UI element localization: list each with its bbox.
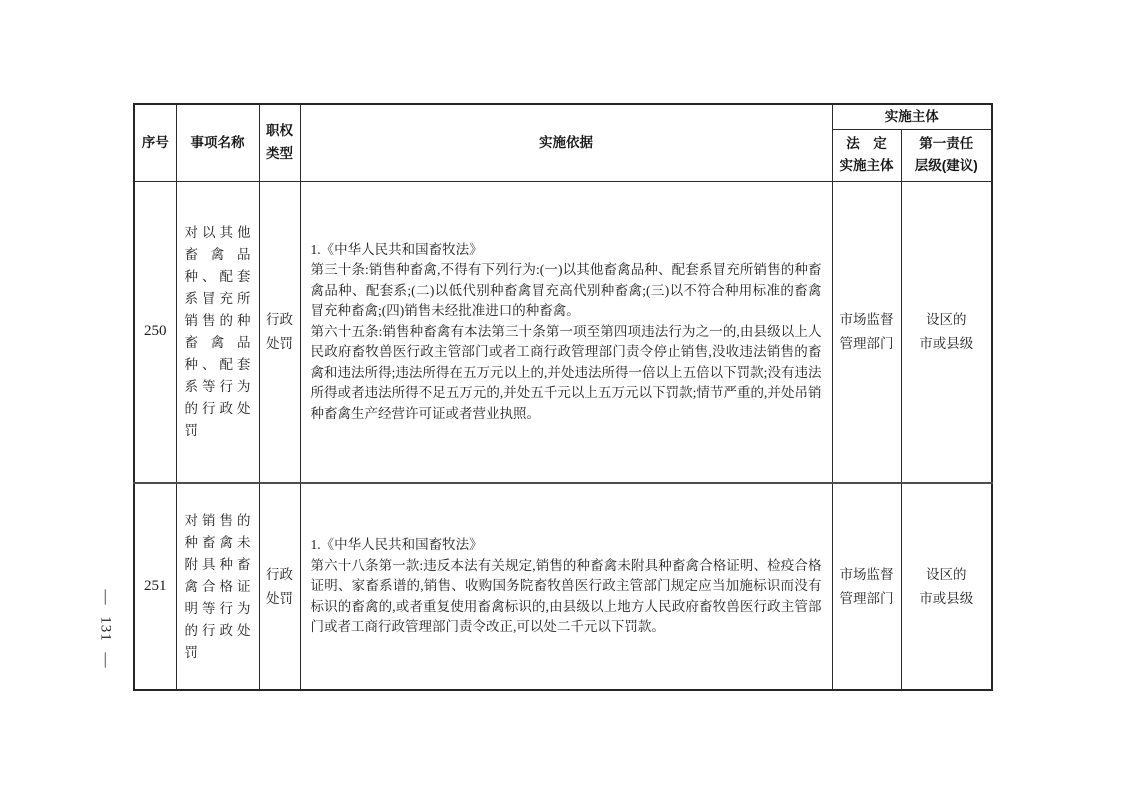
- basis-paragraph: 第六十八条第一款:违反本法有关规定,销售的种畜禽未附具种畜禽合格证明、检疫合格证明、家畜系谱的,销售、收购国务院畜牧兽医行政主管部门规定应当加施标识而没有标识的畜禽的,或者重复使用畜禽标识的,由县级以上地方人民政府畜牧兽医行政主管部门或者工商行政管理部门责令改正,可以处二千元以下罚款。: [310, 557, 822, 635]
- basis-paragraph: 1.《中华人民共和国畜牧法》: [310, 537, 483, 553]
- table-header: [134, 104, 992, 181]
- header-resp-level: [901, 129, 992, 181]
- row-seq: 251: [134, 483, 176, 690]
- row-resp-level-line2: 市或县级: [919, 335, 974, 351]
- page-number: — 131 —: [97, 589, 114, 669]
- row-legal-subject: [832, 483, 901, 690]
- table-row-250: [134, 181, 992, 483]
- table-row-251: [134, 483, 992, 690]
- row-legal-subject: [832, 181, 901, 483]
- row-legal-subject-line2: 管理部门: [839, 590, 894, 606]
- row-legal-subject-line1: 市场监督: [839, 566, 894, 582]
- row-resp-level: [901, 181, 992, 483]
- header-resp-level-line2: 层级(建议): [914, 158, 978, 173]
- row-legal-subject-line2: 管理部门: [839, 335, 894, 351]
- header-subject-group: 实施主体: [832, 104, 992, 129]
- row-power-type-line2: 处罚: [266, 590, 293, 606]
- row-item-name: 对以其他畜禽品种、配套系冒充所销售的种畜禽品种、配套系等行为的行政处罚: [176, 181, 259, 483]
- row-resp-level-line2: 市或县级: [919, 590, 974, 606]
- row-seq: 250: [134, 181, 176, 483]
- row-basis: [300, 181, 832, 483]
- row-power-type-line2: 处罚: [266, 335, 293, 351]
- header-power-type-line1: 职权: [266, 123, 293, 139]
- row-basis: [300, 483, 832, 690]
- row-resp-level-line1: 设区的: [926, 566, 967, 582]
- row-legal-subject-line1: 市场监督: [839, 311, 894, 327]
- basis-paragraph: 第六十五条:销售种畜禽有本法第三十条第一项至第四项违法行为之一的,由县级以上人民政府畜牧兽医行政主管部门或者工商行政管理部门责令停止销售,没收违法销售的畜禽和违法所得;违法所得在五万元以上的,并处违法所得一倍以上五倍以下罚款;没有违法所得或者违法所得不足五万元的,并处五千元以上五万元以下罚款;情节严重的,并处吊销种畜禽生产经营许可证或者营业执照。: [310, 323, 822, 421]
- row-item-name: 对销售的种畜禽未附具种畜禽合格证明等行为的行政处罚: [176, 483, 259, 690]
- basis-paragraph: 1.《中华人民共和国畜牧法》: [310, 241, 483, 257]
- header-resp-level-line1: 第一责任: [919, 135, 974, 151]
- implementation-items-table: [133, 103, 993, 691]
- row-power-type-line1: 行政: [266, 566, 293, 582]
- header-legal-subject: [832, 129, 901, 181]
- header-power-type-line2: 类型: [266, 145, 293, 161]
- row-power-type-line1: 行政: [266, 311, 293, 327]
- header-power-type: [259, 104, 300, 181]
- header-legal-subject-line1: 法 定: [846, 135, 887, 151]
- row-power-type: [259, 483, 300, 690]
- basis-paragraph: 第三十条:销售种畜禽,不得有下列行为:(一)以其他畜禽品种、配套系冒充所销售的种畜禽品种、配套系;(二)以低代别种畜禽冒充高代别种畜禽;(三)以不符合种用标准的畜禽冒充种畜禽;(四)销售未经批准进口的种畜禽。: [310, 262, 822, 318]
- row-resp-level-line1: 设区的: [926, 311, 967, 327]
- header-seq: 序号: [134, 104, 176, 181]
- header-item-name: 事项名称: [176, 104, 259, 181]
- row-power-type: [259, 181, 300, 483]
- header-basis: 实施依据: [300, 104, 832, 181]
- header-legal-subject-line2: 实施主体: [839, 158, 894, 173]
- row-resp-level: [901, 483, 992, 690]
